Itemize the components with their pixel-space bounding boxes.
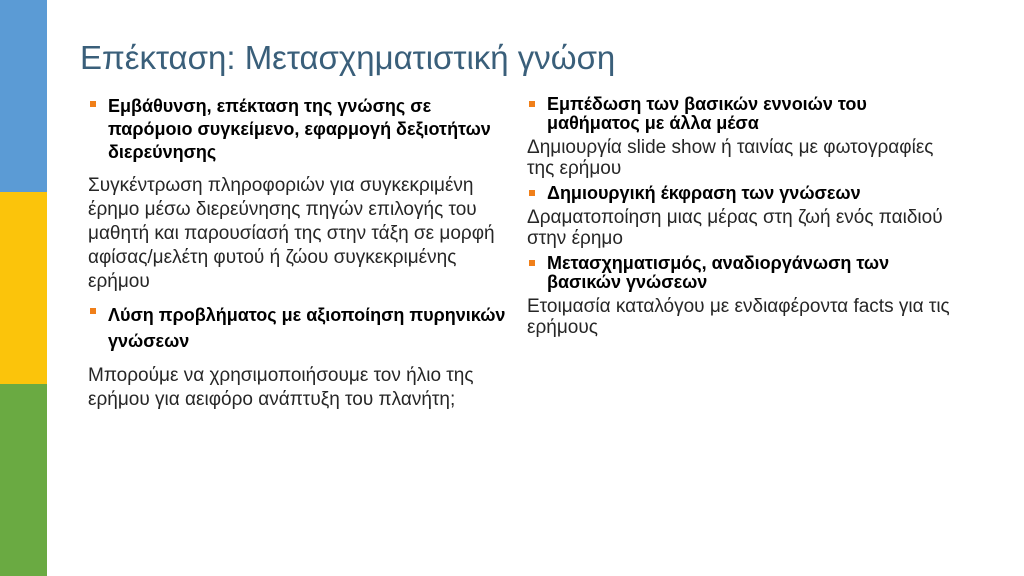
body-paragraph: Δραματοποίηση μιας μέρας στη ζωή ενός παιδιού στην έρημο bbox=[527, 207, 943, 249]
square-bullet-icon bbox=[90, 101, 96, 107]
bullet-item bbox=[88, 95, 508, 164]
bullet-text: Μετασχηματισμός, αναδιοργάνωση των βασικών γνώσεων bbox=[547, 253, 890, 292]
bullet-item bbox=[527, 254, 957, 292]
body-paragraph: Συγκέντρωση πληροφοριών για συγκεκριμένη έρημο μέσω διερεύνησης πηγών επιλογής του μαθητή και παρουσίασή της στην τάξη σε μορφή αφίσας/μελέτη φυτού ή ζώου συγκεκριμένης ερήμου bbox=[88, 175, 495, 292]
bullet-text: Λύση προβλήματος με αξιοποίηση πυρηνικών γνώσεων bbox=[108, 305, 506, 351]
bullet-text: Εμβάθυνση, επέκταση της γνώσης σε παρόμοιο συγκείμενο, εφαρμογή δεξιοτήτων διερεύνησης bbox=[108, 96, 491, 162]
accent-stripe-blue bbox=[0, 0, 47, 192]
bullet-text: Δημιουργική έκφραση των γνώσεων bbox=[547, 183, 861, 203]
bullet-item bbox=[88, 302, 508, 354]
right-column bbox=[527, 95, 957, 343]
slide-title: Επέκταση: Μετασχηματιστική γνώση bbox=[80, 39, 616, 76]
body-paragraph: Δημιουργία slide show ή ταινίας με φωτογραφίες της ερήμου bbox=[527, 137, 934, 179]
accent-stripe-yellow bbox=[0, 192, 47, 384]
square-bullet-icon bbox=[529, 101, 535, 107]
accent-stripe-green bbox=[0, 384, 47, 576]
left-column bbox=[88, 95, 508, 420]
square-bullet-icon bbox=[90, 308, 96, 314]
body-paragraph: Μπορούμε να χρησιμοποιήσουμε τον ήλιο της ερήμου για αειφόρο ανάπτυξη του πλανήτη; bbox=[88, 365, 474, 410]
square-bullet-icon bbox=[529, 260, 535, 266]
body-paragraph: Ετοιμασία καταλόγου με ενδιαφέροντα facts για τις ερήμους bbox=[527, 296, 950, 338]
square-bullet-icon bbox=[529, 190, 535, 196]
bullet-text: Εμπέδωση των βασικών εννοιών του μαθήματος με άλλα μέσα bbox=[547, 94, 867, 133]
bullet-item bbox=[527, 95, 957, 133]
bullet-item bbox=[527, 184, 957, 203]
